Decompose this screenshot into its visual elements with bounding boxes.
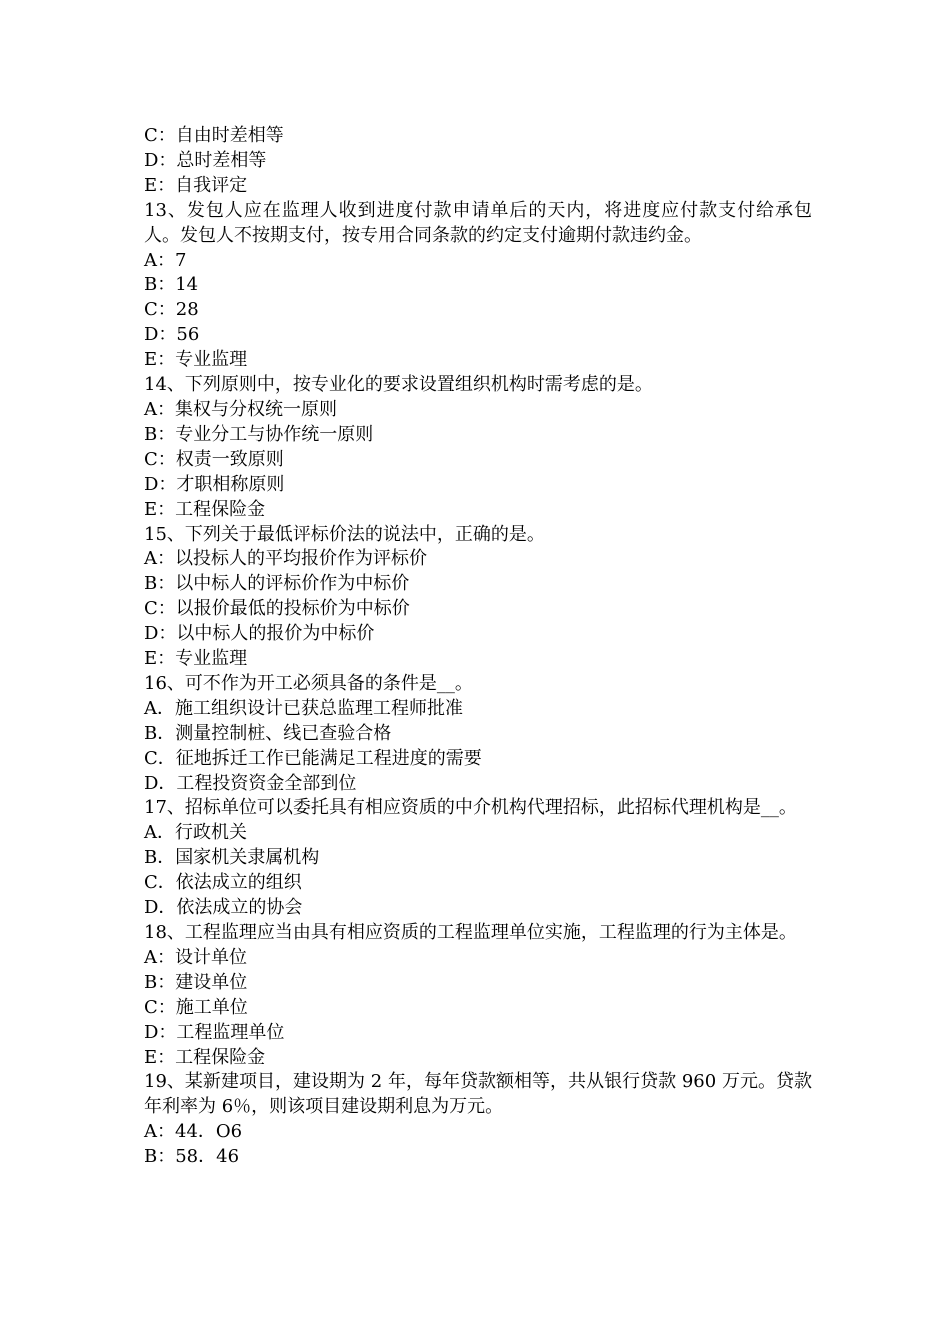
answer-option: B：58．46: [144, 1146, 240, 1168]
answer-option: C：自由时差相等: [144, 125, 284, 146]
answer-option: A．行政机关: [144, 822, 247, 844]
question-text: 16、可不作为开工必须具备的条件是__。: [144, 672, 473, 694]
answer-option: B：14: [144, 274, 199, 296]
answer-option: C：权责一致原则: [144, 448, 284, 470]
answer-option: E：专业监理: [144, 349, 248, 371]
answer-option: B：以中标人的评标价作为中标价: [144, 573, 410, 595]
answer-option: B．测量控制桩、线已查验合格: [144, 722, 392, 744]
answer-option: B：建设单位: [144, 971, 248, 993]
question-text: 18、工程监理应当由具有相应资质的工程监理单位实施，工程监理的行为主体是。: [144, 922, 797, 943]
document-body: [144, 124, 812, 1170]
question-text: 13、发包人应在监理人收到进度付款申请单后的天内，将进度应付款支付给承包人。发包人不按期支付，按专用合同条款的约定支付逾期付款违约金。: [144, 199, 812, 246]
answer-option: E：专业监理: [144, 648, 248, 670]
answer-option: A．施工组织设计已获总监理工程师批准: [144, 697, 463, 719]
answer-option: D．工程投资资金全部到位: [144, 772, 357, 794]
answer-option: D：工程监理单位: [144, 1021, 285, 1043]
answer-option: B：专业分工与协作统一原则: [144, 423, 374, 445]
answer-option: C：施工单位: [144, 996, 248, 1018]
answer-option: E：工程保险金: [144, 498, 266, 520]
answer-option: D：56: [144, 324, 200, 346]
answer-option: D：才职相称原则: [144, 473, 285, 495]
question-text: 15、下列关于最低评标价法的说法中，正确的是。: [144, 523, 545, 545]
answer-option: A：44．O6: [144, 1121, 243, 1143]
answer-option: A：设计单位: [144, 946, 247, 968]
answer-option: B．国家机关隶属机构: [144, 847, 320, 869]
question-text: 14、下列原则中，按专业化的要求设置组织机构时需考虑的是。: [144, 374, 653, 396]
question-text: 19、某新建项目，建设期为 2 年，每年贷款额相等，共从银行贷款 960 万元。贷款年利率为 6％，则该项目建设期利息为万元。: [144, 1071, 812, 1118]
answer-option: E：自我评定: [144, 174, 248, 196]
answer-option: C：28: [144, 299, 199, 321]
answer-option: C：以报价最低的投标价为中标价: [144, 598, 410, 620]
answer-option: C．依法成立的组织: [144, 872, 302, 894]
answer-option: D：总时差相等: [144, 149, 267, 171]
question-text: 17、招标单位可以委托具有相应资质的中介机构代理招标，此招标代理机构是__。: [144, 797, 797, 819]
answer-option: E：工程保险金: [144, 1046, 266, 1068]
answer-option: D：以中标人的报价为中标价: [144, 623, 375, 645]
answer-option: D．依法成立的协会: [144, 897, 303, 919]
answer-option: A：以投标人的平均报价作为评标价: [144, 548, 427, 570]
answer-option: A：集权与分权统一原则: [144, 398, 337, 420]
answer-option: C．征地拆迁工作已能满足工程进度的需要: [144, 747, 482, 769]
answer-option: A：7: [144, 249, 187, 271]
